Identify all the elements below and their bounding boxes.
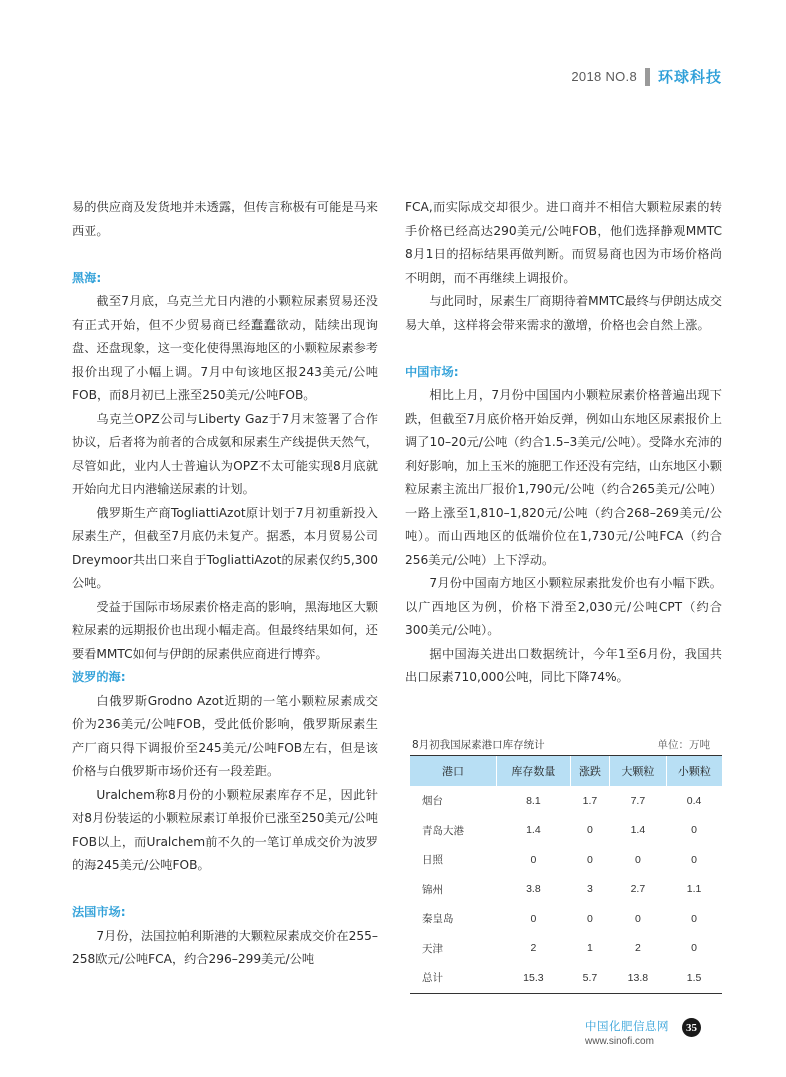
table-cell: 0 bbox=[691, 853, 697, 866]
table-row bbox=[410, 845, 722, 875]
header-divider bbox=[645, 68, 650, 86]
column-header: 涨跌 bbox=[570, 756, 609, 786]
table-row bbox=[410, 816, 722, 846]
table-cell: 1.7 bbox=[582, 794, 598, 807]
table-cell: 锦州 bbox=[422, 883, 443, 896]
issue-label: 2018 NO.8 bbox=[571, 69, 637, 84]
page-number: 35 bbox=[682, 1018, 701, 1037]
table-cell: 秦皇岛 bbox=[422, 913, 454, 926]
table-total-row bbox=[410, 963, 722, 993]
section-heading-baltic: 波罗的海: bbox=[72, 670, 126, 684]
table-cell: 1 bbox=[587, 942, 593, 955]
table-cell: 0 bbox=[634, 912, 641, 925]
table-cell: 2 bbox=[530, 942, 537, 955]
paragraph: 白俄罗斯Grodno Azot近期的一笔小颗粒尿素成交价为236美元/公吨FOB，受此低价影响，俄罗斯尿素生产厂商只得下调报价至245美元/公吨FOB左右，但是该价格与白俄罗斯市场价还有一段差距。 bbox=[72, 693, 378, 778]
table-cell: 0 bbox=[691, 912, 697, 925]
table-cell: 烟台 bbox=[422, 795, 443, 808]
magazine-name: 环球科技 bbox=[657, 68, 722, 86]
inventory-table bbox=[410, 756, 722, 994]
paragraph: 受益于国际市场尿素价格走高的影响，黑海地区大颗粒尿素的远期报价也出现小幅走高。但最终结果如何，还要看MMTC如何与伊朗的尿素供应商进行博弈。 bbox=[72, 599, 378, 661]
table-cell: 0 bbox=[587, 824, 593, 837]
paragraph: 7月份中国南方地区小颗粒尿素批发价也有小幅下跌。以广西地区为例，价格下滑至2,030元/公吨CPT（约合300美元/公吨）。 bbox=[405, 576, 722, 637]
section-heading-china: 中国市场: bbox=[405, 364, 459, 379]
table-column-header-row bbox=[410, 756, 722, 786]
paragraph: 相比上月，7月份中国国内小颗粒尿素价格普遍出现下跌，但截至7月底价格开始反弹，例如山东地区尿素报价上调了10–20元/公吨（约合1.5–3美元/公吨）。受降水充沛的利好影响，加上玉米的施肥工作还没有完结，山东地区小颗粒尿素主流出厂报价1,790元/公吨（约合265美元/公吨）一路上涨至1,810–1,820元/公吨（约合268–269美元/公吨）。而山西地区的低端价位在1,730元/公吨FCA（约合256美元/公吨）上下浮动。 bbox=[405, 388, 722, 567]
table-cell: 0 bbox=[691, 942, 697, 955]
paragraph: 据中国海关进出口数据统计，今年1至6月份，我国共出口尿素710,000公吨，同比下降74%。 bbox=[405, 646, 722, 684]
table-cell: 0 bbox=[587, 912, 593, 925]
table-cell: 1.5 bbox=[666, 963, 722, 993]
table-row bbox=[410, 904, 722, 934]
table-cell: 0 bbox=[634, 853, 641, 866]
table-unit: 单位：万吨 bbox=[657, 739, 710, 751]
table-cell: 1.4 bbox=[630, 824, 646, 837]
section-heading-blacksea: 黑海: bbox=[72, 270, 102, 285]
left-column bbox=[72, 196, 378, 972]
table-cell: 1.4 bbox=[526, 824, 541, 837]
right-column bbox=[405, 196, 722, 690]
column-header: 小颗粒 bbox=[666, 756, 722, 786]
footer-site-name: 中国化肥信息网 bbox=[585, 1019, 669, 1033]
table-cell: 3.8 bbox=[526, 883, 541, 896]
table-cell: 5.7 bbox=[570, 963, 609, 993]
table-cell: 青岛大港 bbox=[422, 824, 464, 837]
table-cell: 8.1 bbox=[526, 794, 541, 807]
table-cell: 0 bbox=[691, 824, 697, 837]
table-cell: 0 bbox=[587, 853, 593, 866]
table-cell: 日照 bbox=[422, 854, 443, 867]
paragraph: 俄罗斯生产商TogliattiAzot原计划于7月初重新投入尿素生产，但截至7月底仍未复产。据悉，本月贸易公司Dreymoor共出口来自于TogliattiAzot的尿素仅约5,300公吨。 bbox=[72, 505, 378, 590]
column-header: 大颗粒 bbox=[610, 756, 667, 786]
table-cell: 1.1 bbox=[686, 883, 702, 896]
table-cell: 2.7 bbox=[630, 883, 646, 896]
table-cell: 15.3 bbox=[496, 963, 570, 993]
table-row bbox=[410, 875, 722, 905]
paragraph: FCA,而实际成交却很少。进口商并不相信大颗粒尿素的转手价格已经高达290美元/公吨FOB，他们选择静观MMTC 8月1日的招标结果再做判断。而贸易商也因为市场价格尚不明朗，而不再继续上调报价。 bbox=[405, 200, 722, 285]
table-cell: 3 bbox=[587, 883, 593, 896]
page-header bbox=[571, 66, 722, 87]
footer-url: www.sinofi.com bbox=[585, 1036, 654, 1047]
paragraph: 7月份，法国拉帕利斯港的大颗粒尿素成交价在255–258欧元/公吨FCA，约合296–299美元/公吨 bbox=[72, 928, 378, 966]
table-cell: 0 bbox=[530, 912, 537, 925]
paragraph: Uralchem称8月份的小颗粒尿素库存不足，因此针对8月份装运的小颗粒尿素订单报价已涨至250美元/公吨FOB以上，而Uralchem前不久的一笔订单成交价为波罗的海245美元/公吨FOB。 bbox=[72, 787, 378, 872]
column-header: 库存数量 bbox=[496, 756, 570, 786]
table-cell: 7.7 bbox=[630, 794, 646, 807]
paragraph: 截至7月底，乌克兰尤日内港的小颗粒尿素贸易还没有正式开始，但不少贸易商已经蠢蠢欲动，陆续出现询盘、还盘现象，这一变化使得黑海地区的小颗粒尿素参考报价出现了小幅上调。7月中旬该地区报243美元/公吨FOB，而8月初已上涨至250美元/公吨FOB。 bbox=[72, 294, 378, 402]
table-cell: 总计 bbox=[410, 963, 496, 993]
paragraph: 与此同时，尿素生厂商期待着MMTC最终与伊朗达成交易大单，这样将会带来需求的激增，价格也会自然上涨。 bbox=[405, 294, 722, 332]
table-cell: 2 bbox=[634, 942, 641, 955]
table-cell: 13.8 bbox=[610, 963, 667, 993]
paragraph: 乌克兰OPZ公司与Liberty Gaz于7月末签署了合作协议，后者将为前者的合成氨和尿素生产线提供天然气，尽管如此，业内人士普遍认为OPZ不太可能实现8月底就开始向尤日内港输送尿素的计划。 bbox=[72, 411, 378, 496]
column-header: 港口 bbox=[410, 756, 496, 786]
table-header-row bbox=[410, 737, 722, 756]
table-cell: 天津 bbox=[422, 942, 443, 955]
table-row bbox=[410, 786, 722, 816]
table-row bbox=[410, 934, 722, 964]
section-heading-france: 法国市场: bbox=[72, 905, 126, 919]
inventory-table-block bbox=[410, 737, 722, 994]
table-title: 8月初我国尿素港口库存统计 bbox=[412, 739, 545, 751]
table-cell: 0.4 bbox=[686, 794, 702, 807]
table-cell: 0 bbox=[530, 853, 537, 866]
paragraph: 易的供应商及发货地并未透露，但传言称极有可能是马来西亚。 bbox=[72, 200, 378, 238]
